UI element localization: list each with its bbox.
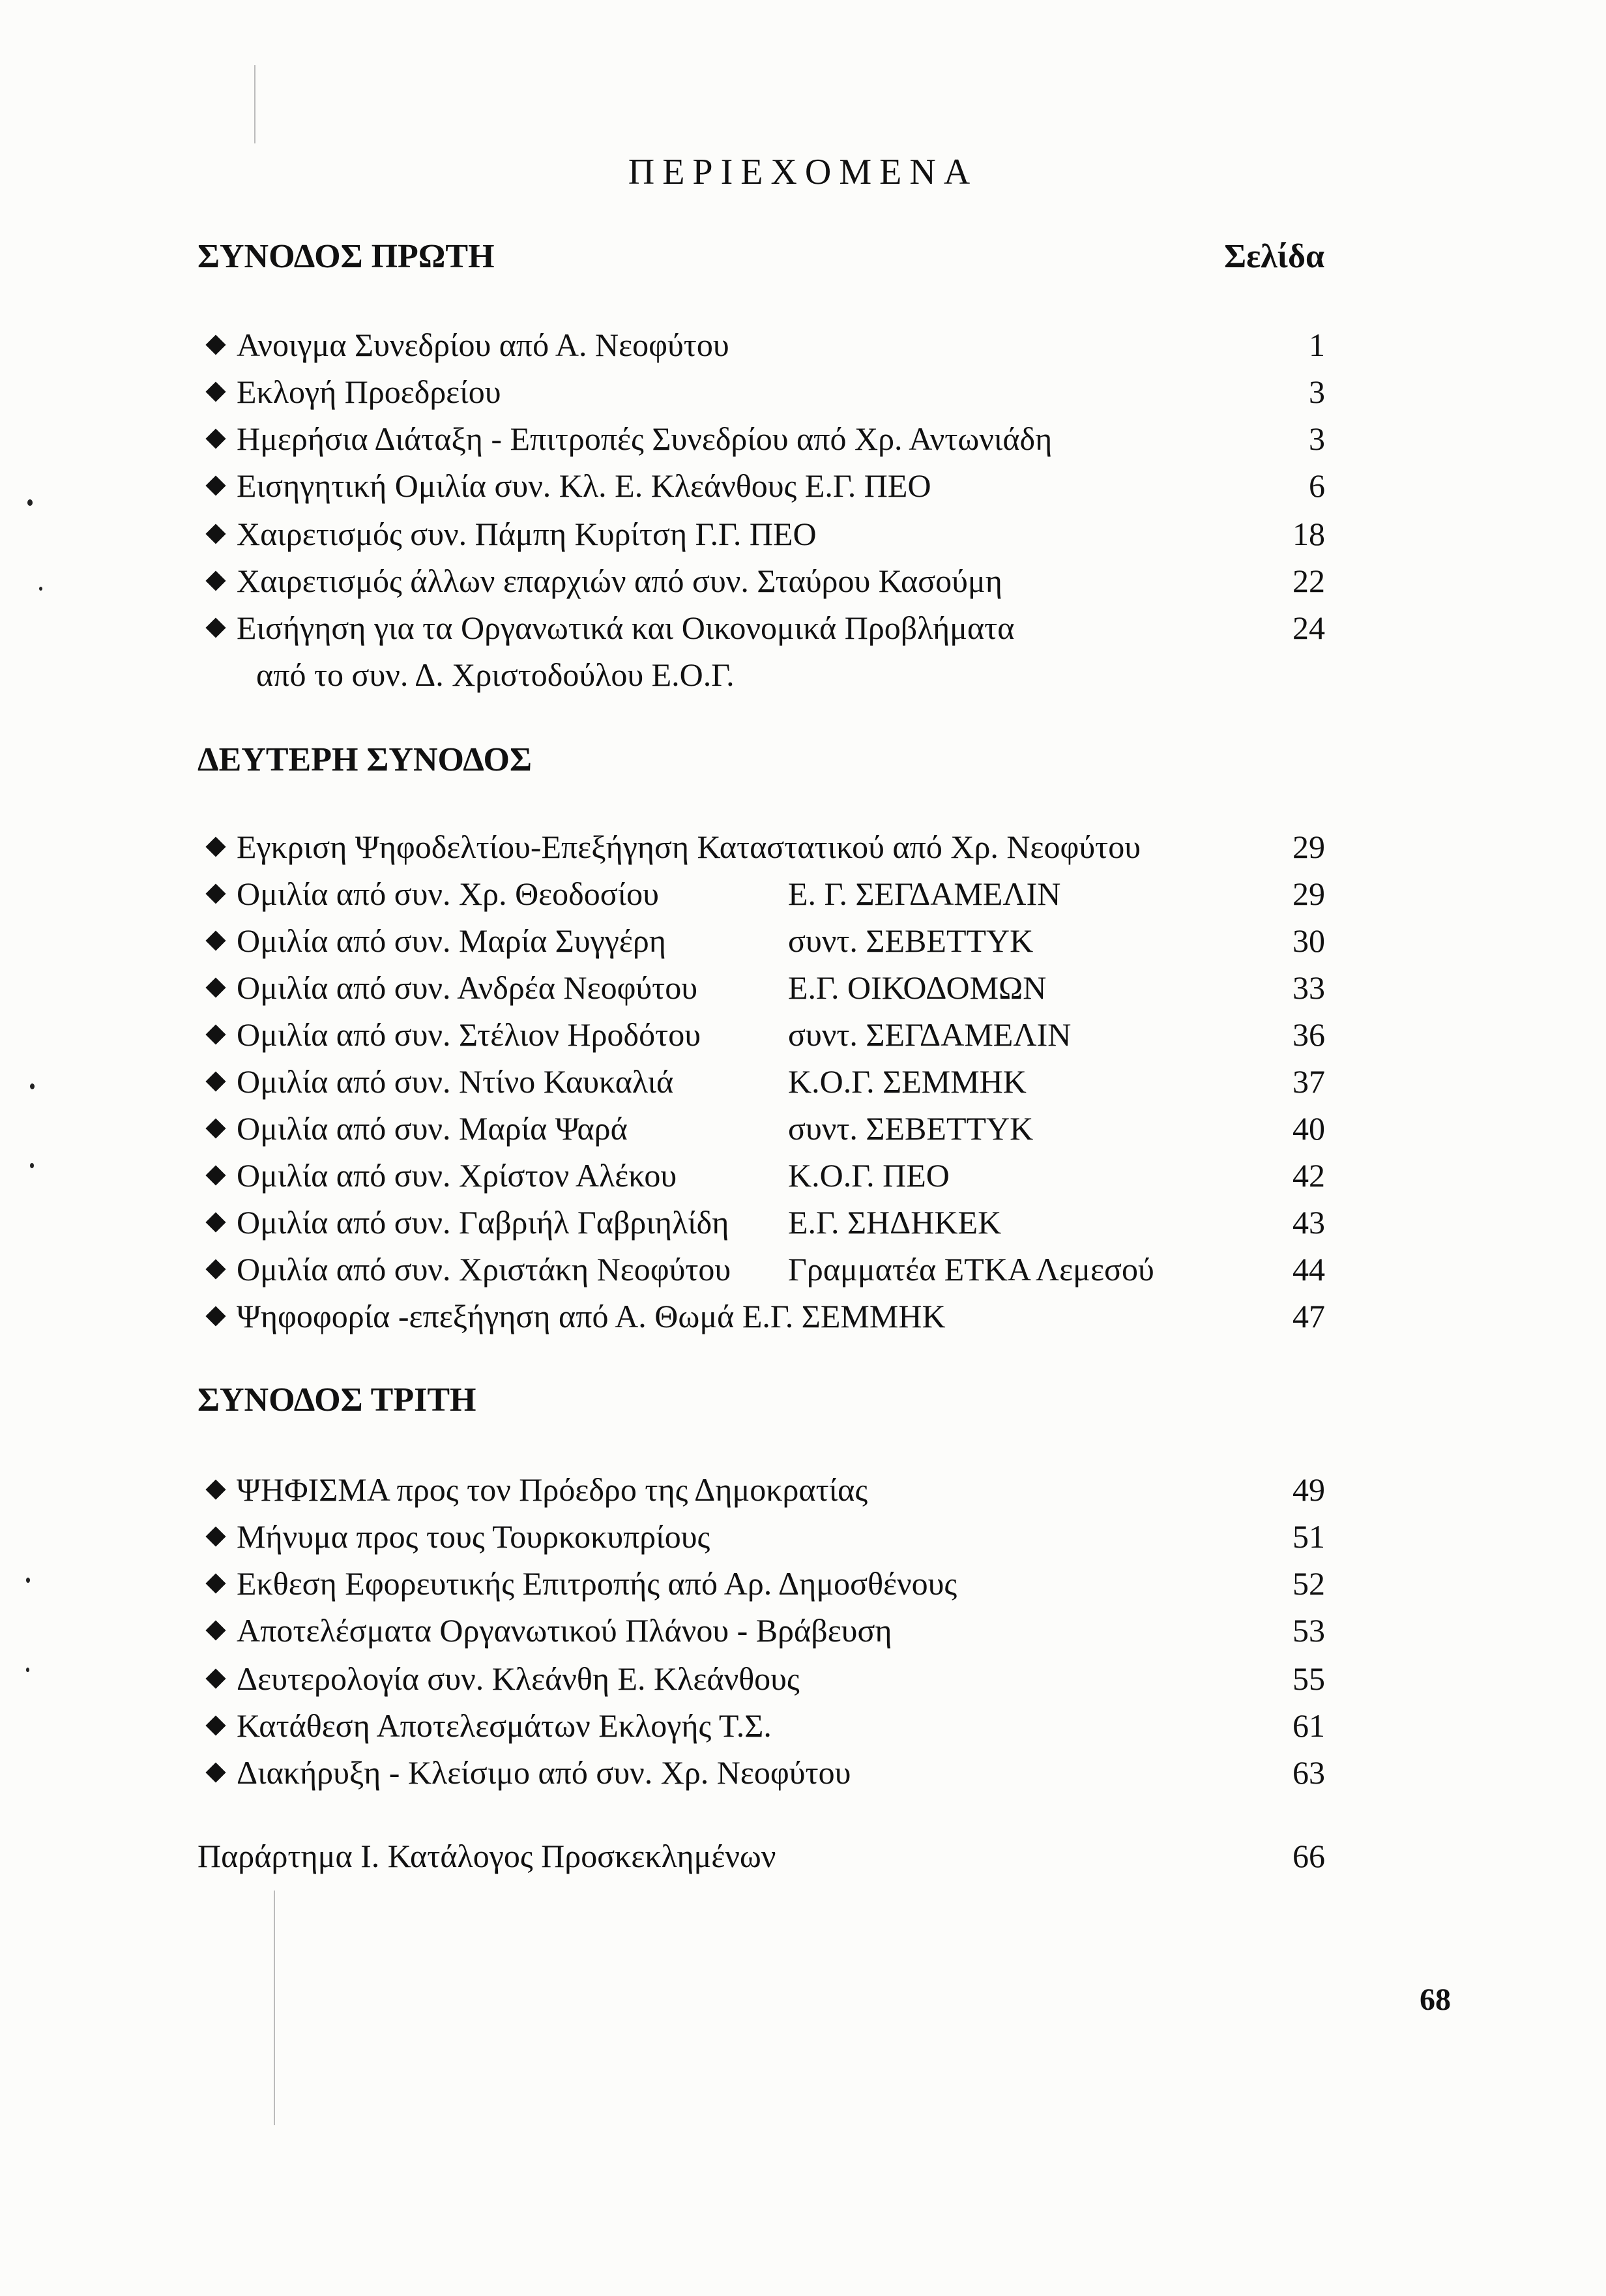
toc-entry bbox=[197, 1156, 1325, 1198]
entry-text: Μήνυμα προς τους Τουρκοκυπρίους bbox=[237, 1518, 710, 1555]
scan-line bbox=[254, 65, 256, 143]
entry-organization: Ε.Γ. ΣΗΔΗΚΕΚ bbox=[788, 1204, 1002, 1241]
toc-entry bbox=[197, 1471, 1325, 1512]
diamond-bullet-icon bbox=[205, 475, 226, 495]
scan-line bbox=[274, 1891, 275, 2125]
scan-speck bbox=[26, 1668, 29, 1672]
entry-text: Ομιλία από συν. Στέλιον Ηροδότου bbox=[237, 1016, 701, 1053]
page-column-label: Σελίδα bbox=[1224, 238, 1324, 275]
entry-page: 3 bbox=[1309, 420, 1325, 457]
entry-text: Εκλογή Προεδρείου bbox=[237, 374, 501, 410]
toc-entry bbox=[197, 922, 1325, 964]
entry-text: Διακήρυξη - Κλείσιμο από συν. Χρ. Νεοφύτου bbox=[237, 1754, 851, 1791]
entry-text: Ψηφοφορία -επεξήγηση από Α. Θωμά Ε.Γ. ΣΕΜΜΗΚ bbox=[237, 1298, 946, 1334]
toc-entry bbox=[197, 1660, 1325, 1701]
entry-page: 36 bbox=[1292, 1016, 1325, 1053]
entry-page: 53 bbox=[1292, 1612, 1325, 1649]
entry-page: 49 bbox=[1292, 1471, 1325, 1508]
entry-page: 30 bbox=[1292, 922, 1325, 959]
toc-entry bbox=[197, 1612, 1325, 1653]
diamond-bullet-icon bbox=[205, 617, 226, 638]
entry-text: Ομιλία από συν. Ανδρέα Νεοφύτου bbox=[237, 969, 698, 1006]
toc-entry bbox=[197, 1707, 1325, 1748]
scan-speck bbox=[30, 1083, 35, 1089]
entry-text: ΨΗΦΙΣΜΑ προς τον Πρόεδρο της Δημοκρατίας bbox=[237, 1471, 868, 1508]
diamond-bullet-icon bbox=[205, 1259, 226, 1279]
diamond-bullet-icon bbox=[205, 1165, 226, 1185]
diamond-bullet-icon bbox=[205, 1071, 226, 1091]
scan-speck bbox=[26, 1578, 30, 1583]
diamond-bullet-icon bbox=[205, 1479, 226, 1499]
entry-text: Δευτερολογία συν. Κλεάνθη Ε. Κλεάνθους bbox=[237, 1660, 800, 1697]
entry-page: 37 bbox=[1292, 1063, 1325, 1100]
toc-entry bbox=[197, 1016, 1325, 1057]
entry-text: Ομιλία από συν. Ντίνο Καυκαλιά bbox=[237, 1063, 674, 1100]
entry-text: Αποτελέσματα Οργανωτικού Πλάνου - Βράβευση bbox=[237, 1612, 892, 1649]
entry-page: 40 bbox=[1292, 1110, 1325, 1147]
entry-page: 6 bbox=[1309, 467, 1325, 504]
entry-organization: συντ. ΣΕΒΕΤΤΥΚ bbox=[788, 1110, 1034, 1147]
entry-text: Ομιλία από συν. Γαβριήλ Γαβριηλίδη bbox=[237, 1204, 729, 1241]
entry-page: 55 bbox=[1292, 1660, 1325, 1697]
entry-organization: Γραμματέα ΕΤΚΑ Λεμεσού bbox=[788, 1251, 1154, 1288]
entry-continuation: από το συν. Δ. Χριστοδούλου Ε.Ο.Γ. bbox=[256, 656, 735, 693]
diamond-bullet-icon bbox=[205, 883, 226, 904]
entry-page: 18 bbox=[1292, 516, 1325, 552]
diamond-bullet-icon bbox=[205, 334, 226, 355]
toc-entry bbox=[197, 609, 1325, 651]
entry-text: Εισηγητική Ομιλία συν. Κλ. Ε. Κλεάνθους Ε.Γ. ΠΕΟ bbox=[237, 467, 931, 504]
entry-page: 44 bbox=[1292, 1251, 1325, 1288]
diamond-bullet-icon bbox=[205, 977, 226, 997]
section-heading-second: ΔΕΥΤΕΡΗ ΣΥΝΟΔΟΣ bbox=[197, 741, 532, 778]
diamond-bullet-icon bbox=[205, 428, 226, 449]
toc-entry bbox=[197, 1250, 1325, 1292]
toc-entry bbox=[197, 1203, 1325, 1245]
entry-page: 42 bbox=[1292, 1157, 1325, 1194]
entry-page: 51 bbox=[1292, 1518, 1325, 1555]
entry-organization: συντ. ΣΕΓΔΑΜΕΛΙΝ bbox=[788, 1016, 1072, 1053]
appendix-page: 66 bbox=[1292, 1838, 1325, 1874]
entry-text: Ομιλία από συν. Χρ. Θεοδοσίου bbox=[237, 876, 659, 912]
entry-page: 1 bbox=[1309, 327, 1325, 363]
entry-page: 22 bbox=[1292, 563, 1325, 599]
diamond-bullet-icon bbox=[205, 1762, 226, 1782]
toc-entry bbox=[197, 1565, 1325, 1606]
entry-text: Χαιρετισμός συν. Πάμπη Κυρίτση Γ.Γ. ΠΕΟ bbox=[237, 516, 817, 552]
appendix-entry bbox=[197, 1837, 1325, 1875]
diamond-bullet-icon bbox=[205, 1715, 226, 1735]
toc-entry bbox=[197, 1518, 1325, 1559]
appendix-text: Παράρτημα Ι. Κατάλογος Προσκεκλημένων bbox=[197, 1838, 776, 1874]
entry-organization: Ε. Γ. ΣΕΓΔΑΜΕΛΙΝ bbox=[788, 876, 1061, 912]
toc-entry bbox=[197, 562, 1325, 604]
entry-page: 24 bbox=[1292, 610, 1325, 646]
entry-page: 29 bbox=[1292, 876, 1325, 912]
entry-text: Ομιλία από συν. Χρίστον Αλέκου bbox=[237, 1157, 677, 1194]
toc-entry bbox=[197, 420, 1325, 462]
diamond-bullet-icon bbox=[205, 836, 226, 857]
page-number: 68 bbox=[1420, 1982, 1451, 2017]
scan-speck bbox=[27, 499, 33, 506]
entry-text: Χαιρετισμός άλλων επαρχιών από συν. Σταύρου Κασούμη bbox=[237, 563, 1002, 599]
entry-page: 43 bbox=[1292, 1204, 1325, 1241]
diamond-bullet-icon bbox=[205, 1573, 226, 1593]
entry-page: 63 bbox=[1292, 1754, 1325, 1791]
toc-entry bbox=[197, 467, 1325, 508]
entry-page: 47 bbox=[1292, 1298, 1325, 1334]
entry-text: Ομιλία από συν. Μαρία Ψαρά bbox=[237, 1110, 628, 1147]
section-heading-first: ΣΥΝΟΔΟΣ ΠΡΩΤΗ bbox=[197, 238, 495, 275]
diamond-bullet-icon bbox=[205, 1306, 226, 1326]
diamond-bullet-icon bbox=[205, 1212, 226, 1232]
toc-entry bbox=[197, 875, 1325, 917]
entry-text: Εγκριση Ψηφοδελτίου-Επεξήγηση Καταστατικού από Χρ. Νεοφύτου bbox=[237, 829, 1141, 865]
entry-text: Εισήγηση για τα Οργανωτικά και Οικονομικά Προβλήματα bbox=[237, 610, 1015, 646]
toc-entry bbox=[197, 1063, 1325, 1104]
diamond-bullet-icon bbox=[205, 523, 226, 544]
page-title: ΠΕΡΙΕΧΟΜΕΝΑ bbox=[628, 152, 978, 192]
section-heading-third: ΣΥΝΟΔΟΣ ΤΡΙΤΗ bbox=[197, 1381, 476, 1419]
entry-text: Ημερήσια Διάταξη - Επιτροπές Συνεδρίου από Χρ. Αντωνιάδη bbox=[237, 420, 1053, 457]
toc-entry bbox=[197, 1110, 1325, 1151]
scan-speck bbox=[39, 587, 42, 591]
diamond-bullet-icon bbox=[205, 1620, 226, 1640]
toc-entry bbox=[197, 1754, 1325, 1795]
diamond-bullet-icon bbox=[205, 1118, 226, 1138]
scan-speck bbox=[30, 1163, 34, 1168]
entry-organization: Κ.Ο.Γ. ΠΕΟ bbox=[788, 1157, 950, 1194]
entry-page: 61 bbox=[1292, 1707, 1325, 1744]
entry-text: Ανοιγμα Συνεδρίου από Α. Νεοφύτου bbox=[237, 327, 729, 363]
entry-text: Εκθεση Εφορευτικής Επιτροπής από Αρ. Δημοσθένους bbox=[237, 1565, 957, 1602]
entry-text: Κατάθεση Αποτελεσμάτων Εκλογής Τ.Σ. bbox=[237, 1707, 772, 1744]
entry-text: Ομιλία από συν. Χριστάκη Νεοφύτου bbox=[237, 1251, 731, 1288]
toc-entry bbox=[197, 326, 1325, 368]
entry-page: 33 bbox=[1292, 969, 1325, 1006]
entry-page: 3 bbox=[1309, 374, 1325, 410]
toc-entry bbox=[197, 828, 1325, 870]
diamond-bullet-icon bbox=[205, 930, 226, 950]
diamond-bullet-icon bbox=[205, 570, 226, 591]
diamond-bullet-icon bbox=[205, 1024, 226, 1044]
entry-page: 52 bbox=[1292, 1565, 1325, 1602]
entry-text: Ομιλία από συν. Μαρία Συγγέρη bbox=[237, 922, 666, 959]
entry-organization: συντ. ΣΕΒΕΤΤΥΚ bbox=[788, 922, 1034, 959]
diamond-bullet-icon bbox=[205, 381, 226, 402]
diamond-bullet-icon bbox=[205, 1668, 226, 1688]
toc-entry bbox=[197, 969, 1325, 1010]
toc-entry bbox=[197, 373, 1325, 415]
entry-page: 29 bbox=[1292, 829, 1325, 865]
toc-entry bbox=[197, 515, 1325, 557]
diamond-bullet-icon bbox=[205, 1526, 226, 1546]
toc-entry bbox=[197, 1297, 1325, 1339]
entry-organization: Κ.Ο.Γ. ΣΕΜΜΗΚ bbox=[788, 1063, 1027, 1100]
entry-organization: Ε.Γ. ΟΙΚΟΔΟΜΩΝ bbox=[788, 969, 1047, 1006]
